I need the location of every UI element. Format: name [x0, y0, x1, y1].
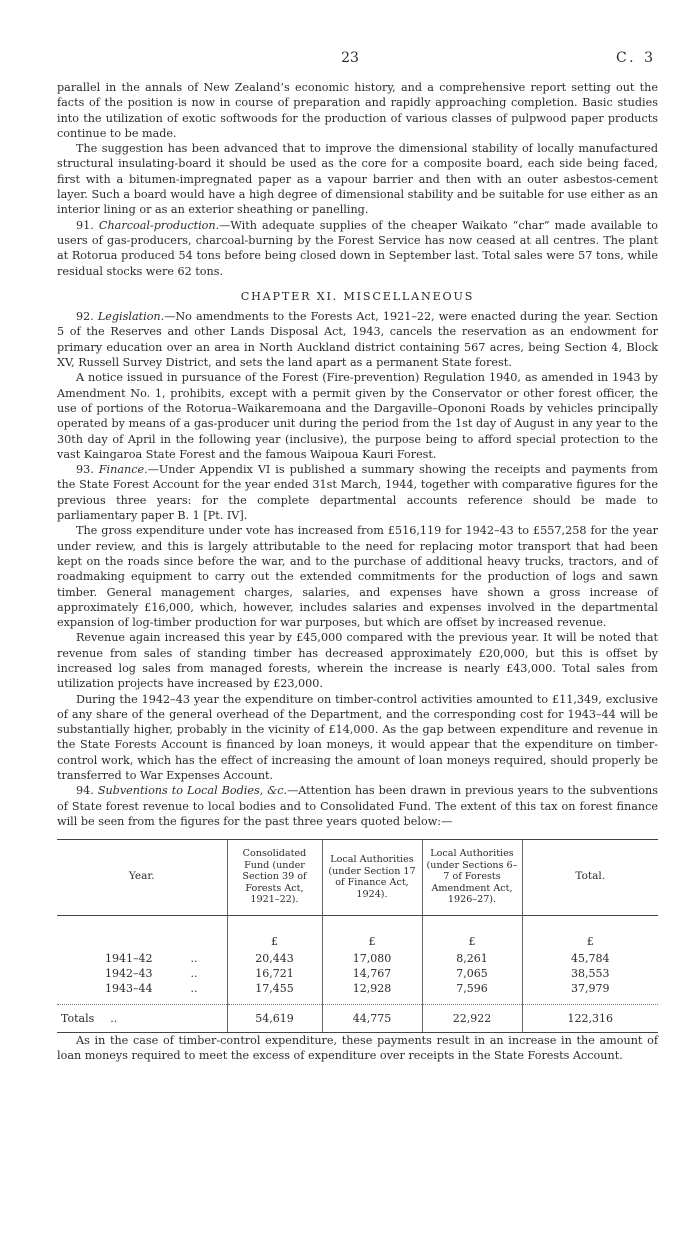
table-cell: 7,596	[422, 981, 522, 996]
leader-dots: ..	[190, 981, 198, 995]
table-row	[57, 981, 658, 996]
paragraph: parallel in the annals of New Zealand’s economic history, and a comprehensive report setting out the facts of the position is now in course of preparation and rapidly approaching completion. Basic studies into the utilization of exotic softwoods for the production of various classes of pulpwood paper products continue to be made.	[57, 81, 658, 140]
totals-row	[57, 1004, 658, 1032]
section-heading: Charcoal-production.	[98, 218, 220, 232]
column-header-total: Total.	[522, 840, 658, 916]
paragraph-94	[57, 783, 658, 829]
table-cell: 17,455	[227, 981, 322, 996]
paragraph-text: —With adequate supplies of the cheaper Waikato “char” made available to users of gas-producers, charcoal-burning by the Forest Service has now ceased at all centres. The plant at Rotorua produced 54 tons before being closed down in September last. Total sales were 57 tons, while residual stocks were 62 tons.	[57, 218, 658, 278]
paragraph-91	[57, 218, 658, 279]
currency-symbol: £	[522, 915, 658, 951]
paragraph: As in the case of timber-control expenditure, these payments result in an increase in the amount of loan moneys required to meet the excess of expenditure over receipts in the State Forests Account.	[57, 1033, 658, 1063]
table-cell: 17,080	[322, 951, 422, 966]
paragraph-number: 92.	[76, 310, 94, 324]
paragraph: A notice issued in pursuance of the Forest (Fire-prevention) Regulation 1940, as amended in 1943 by Amendment No. 1, prohibits, except with a permit given by the Conservator or other forest officer, the use of portions of the Rotorua–Waikaremoana and the Dargaville–Opononi Roads by vehicles principally operated by means of a gas-producer unit during the period from the 1st day of August in any year to the 30th day of April in the following year (inclusive), the purpose being to afford special protection to the vast Kaingaroa State Forest and the famous Waipoua Kauri Forest.	[57, 371, 658, 461]
column-header-consolidated: Consolidated Fund (under Section 39 of Forests Act, 1921–22).	[227, 840, 322, 916]
subventions-table	[57, 839, 658, 1033]
leader-dots: ..	[110, 1011, 118, 1025]
table-cell: 8,261	[422, 951, 522, 966]
currency-symbol: £	[422, 915, 522, 951]
totals-label	[57, 1004, 227, 1032]
leader-dots: ..	[190, 951, 198, 965]
currency-symbol: £	[227, 915, 322, 951]
table-cell: 54,619	[227, 1004, 322, 1032]
year-cell	[57, 966, 227, 981]
page-number: 23	[341, 50, 359, 66]
table-cell: 122,316	[522, 1004, 658, 1032]
table-header-row	[57, 840, 658, 916]
year-label: 1942–43	[105, 966, 153, 980]
table-cell: 14,767	[322, 966, 422, 981]
chapter-heading: CHAPTER XI. MISCELLANEOUS	[240, 289, 475, 303]
paragraph-text: —Under Appendix VI is published a summary showing the receipts and payments from the State Forest Account for the year ended 31st March, 1944, together with comparative figures for the previous three years: for the complete departmental accounts reference should be made to parliamentary paper B. 1 [Pt. IV].	[57, 463, 659, 523]
table-cell	[57, 915, 227, 951]
leader-dots: ..	[190, 966, 198, 980]
year-label: 1943–44	[105, 981, 153, 995]
document-body	[57, 80, 658, 1063]
table-cell: 22,922	[422, 1004, 522, 1032]
paragraph: The gross expenditure under vote has increased from £516,119 for 1942–43 to £557,258 for the year under review, and this is largely attributable to the need for replacing motor transport that had been kept on the roads since before the war, and to the purchase of additional heavy trucks, tractors, and of roadmaking equipment to carry out the extended commitments for the production of logs and sawn timber. General management charges, salaries, and expenses have shown a gross increase of approximately £16,000, which, however, includes salaries and expenses involved in the departmental expansion of log-timber production for war purposes, but which are offset by increased revenue.	[57, 524, 658, 630]
paragraph-text: —No amendments to the Forests Act, 1921–22, were enacted during the year. Section 5 of the Reserves and other Lands Disposal Act, 1943, cancels the reservation as an endowment for primary education over an area in North Auckland district containing 567 acres, being Section 4, Block XV, Russell Survey District, and sets the land apart as a permanent State forest.	[57, 310, 658, 370]
table-row	[57, 951, 658, 966]
table-cell: 37,979	[522, 981, 658, 996]
table-cell: 20,443	[227, 951, 322, 966]
table-row	[57, 966, 658, 981]
year-cell	[57, 981, 227, 996]
paragraph: Revenue again increased this year by £45,000 compared with the previous year. It will be noted that revenue from sales of standing timber has decreased approximately £20,000, but this is offset by increased log sales from managed forests, wherein the increase is nearly £43,000. Total sales from utilization projects have increased by £23,000.	[57, 631, 658, 691]
section-heading: Legislation.	[97, 310, 165, 324]
table-cell: 16,721	[227, 966, 322, 981]
column-header-year: Year.	[57, 840, 227, 916]
currency-symbol: £	[322, 915, 422, 951]
document-reference: C. 3	[615, 50, 656, 66]
year-cell	[57, 951, 227, 966]
table-cell: 44,775	[322, 1004, 422, 1032]
spacer-row	[57, 996, 658, 1005]
paragraph-92	[57, 309, 658, 370]
year-label: 1941–42	[105, 951, 153, 965]
paragraph-number: 94.	[76, 784, 94, 798]
table-cell: 12,928	[322, 981, 422, 996]
page-header	[0, 50, 700, 70]
paragraph-number: 91.	[76, 218, 94, 232]
paragraph: During the 1942–43 year the expenditure on timber-control activities amounted to £11,349, exclusive of any share of the general overhead of the Department, and the corresponding cost for 1943–44 will be substantially higher, probably in the vicinity of £14,000. As the gap between expenditure and revenue in the State Forests Account is financed by loan moneys, it would appear that the expenditure on timber-control work, which has the effect of increasing the amount of loan moneys required, should properly be transferred to War Expenses Account.	[57, 692, 658, 783]
paragraph-number: 93.	[76, 463, 94, 477]
section-heading: Subventions to Local Bodies, &c.	[97, 784, 288, 798]
section-heading: Finance.	[98, 463, 148, 477]
table-cell: 45,784	[522, 951, 658, 966]
column-header-local67: Local Authorities (under Sections 6–7 of Forests Amendment Act, 1926–27).	[422, 840, 522, 916]
paragraph-text: —Attention has been drawn in previous years to the subventions of State forest revenue to local bodies and to Consolidated Fund. The extent of this tax on forest finance will be seen from the figures for the past three years quoted below:—	[57, 784, 658, 828]
column-header-local17: Local Authorities (under Section 17 of Finance Act, 1924).	[322, 840, 422, 916]
totals-text: Totals	[61, 1011, 95, 1025]
paragraph-93	[57, 462, 658, 523]
paragraph: The suggestion has been advanced that to improve the dimensional stability of locally manufactured structural insulating-board it should be used as the core for a composite board, each side being faced, first with a bitumen-impregnated paper as a vapour barrier and then with an outer asbestos-cement layer. Such a board would have a high degree of dimensional stability and be suitable for use either as an interior lining or as an exterior sheathing or panelling.	[57, 142, 658, 217]
table-cell: 7,065	[422, 966, 522, 981]
table-cell: 38,553	[522, 966, 658, 981]
currency-row	[57, 915, 658, 951]
